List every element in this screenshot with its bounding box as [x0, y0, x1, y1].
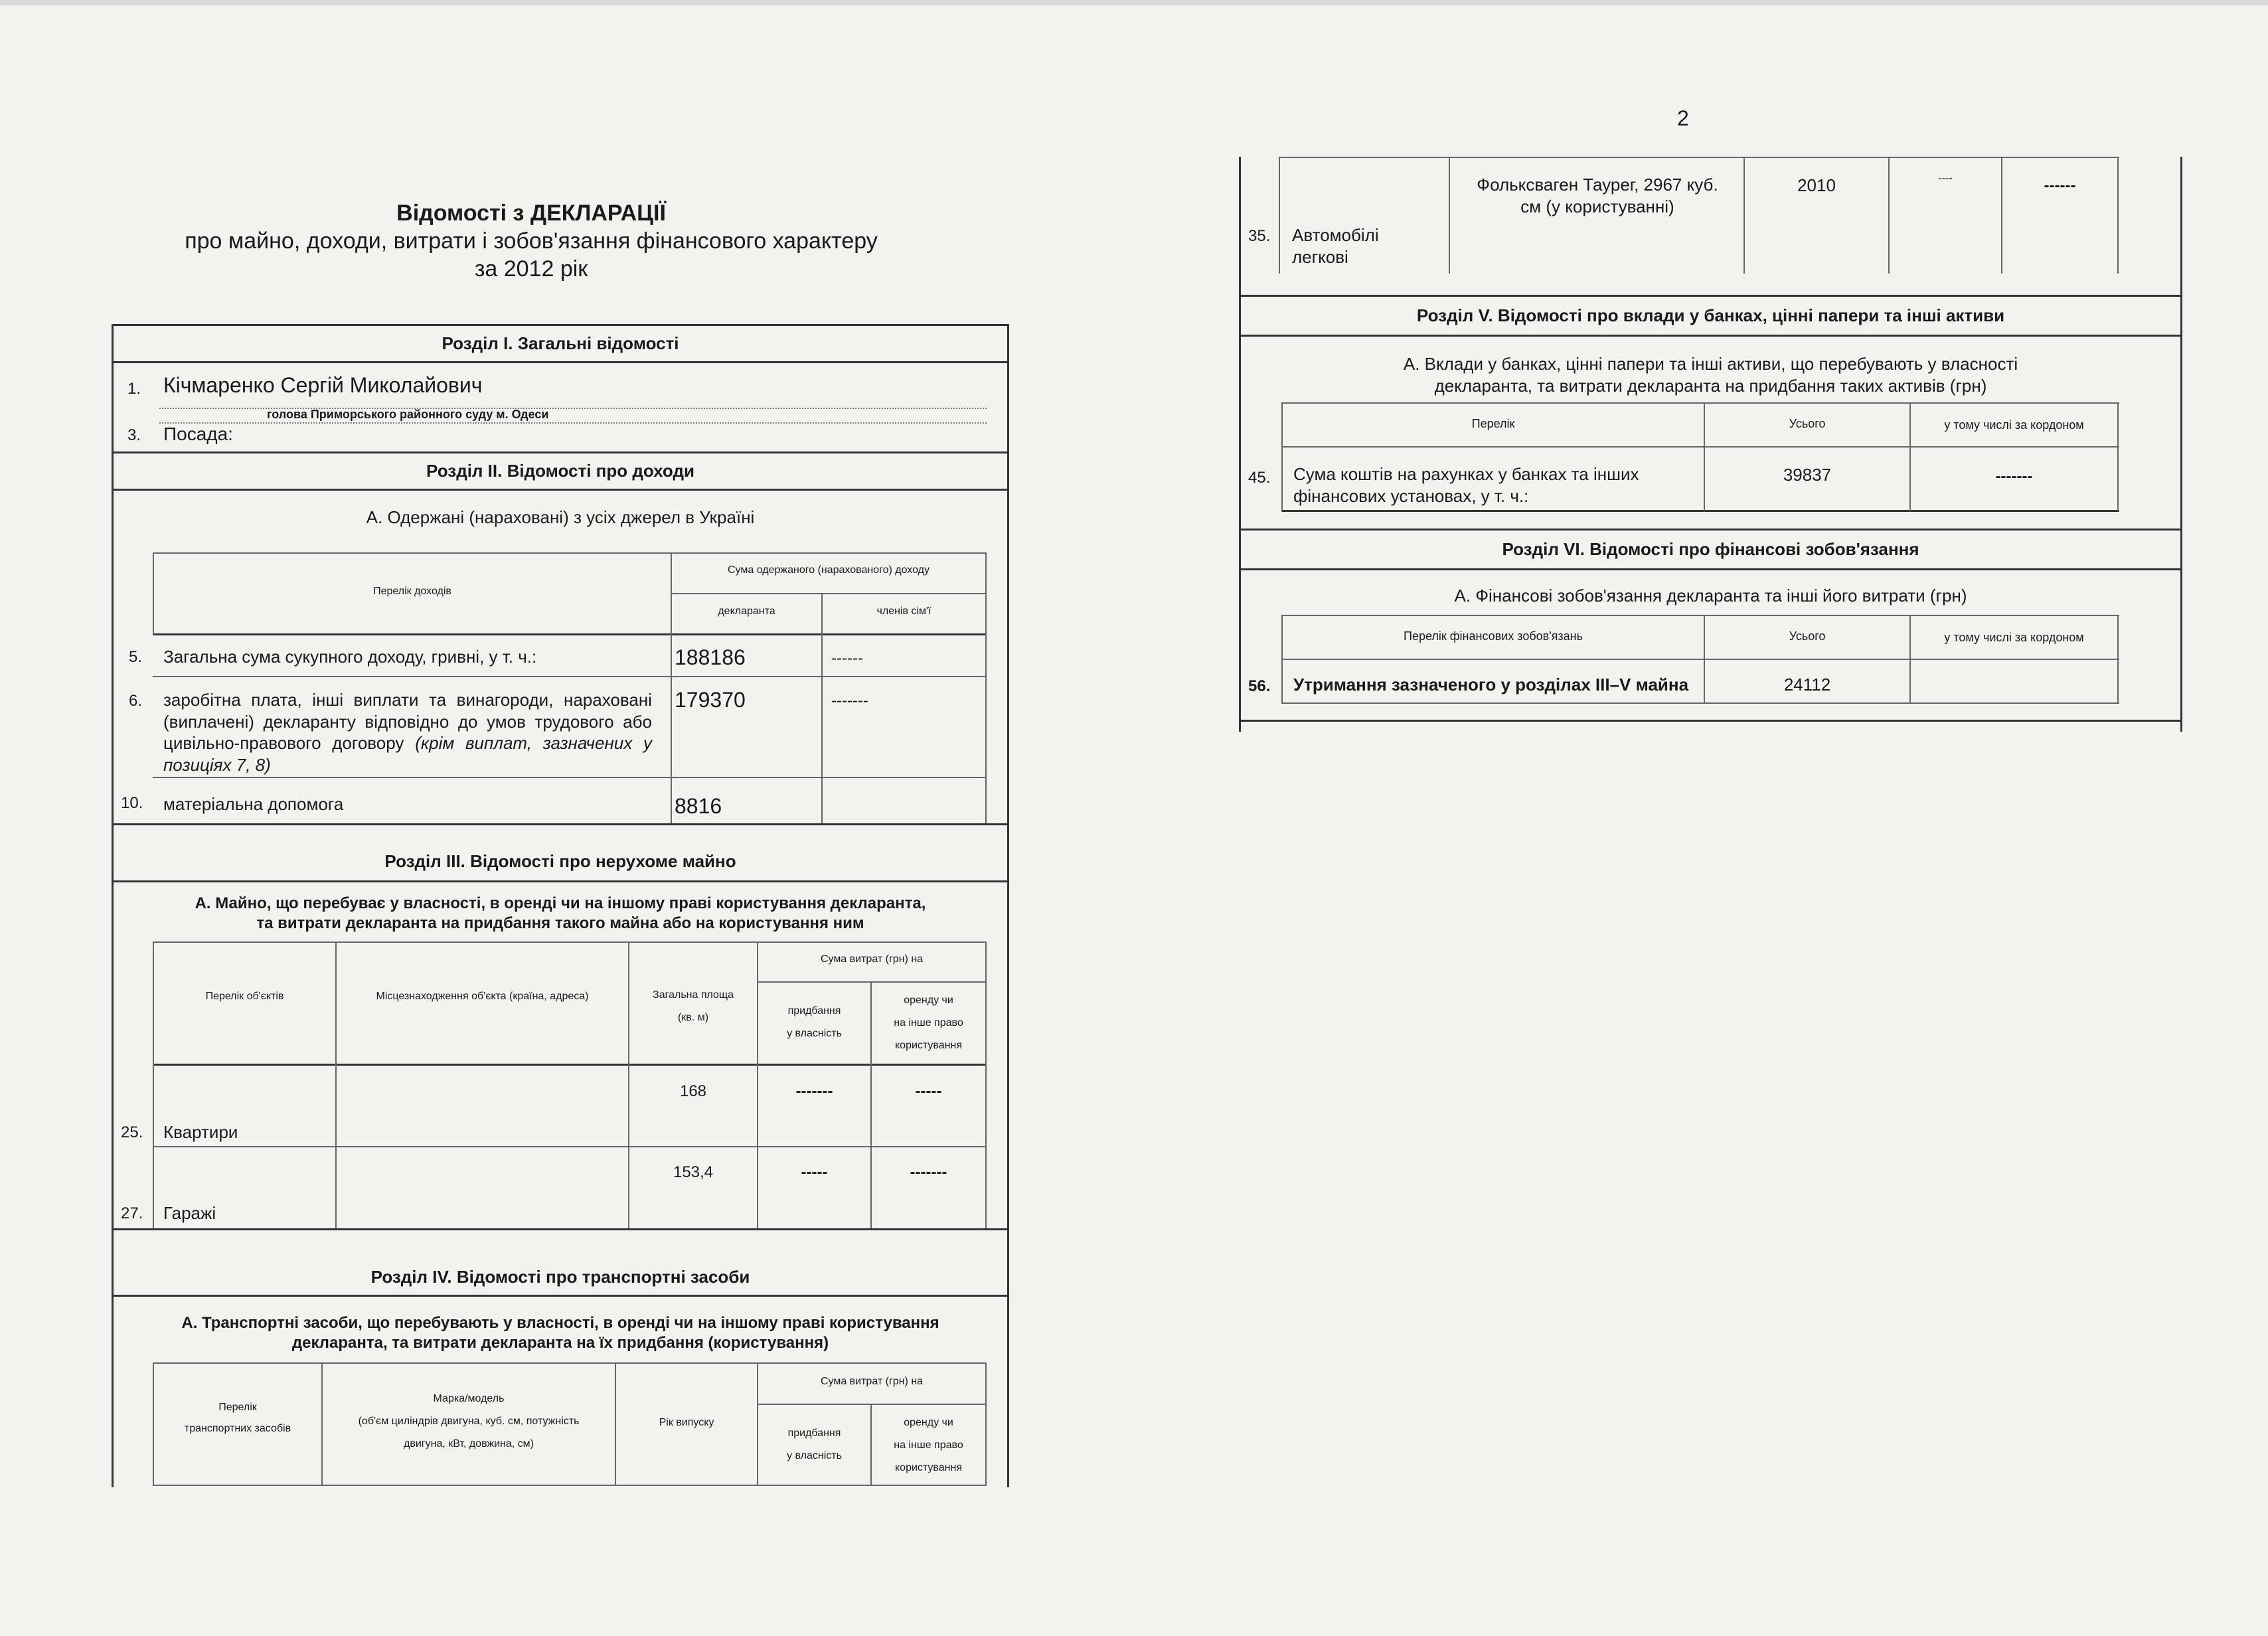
section5-subheading	[1239, 353, 2182, 396]
divider	[1909, 615, 1911, 704]
divider	[112, 880, 1009, 882]
divider	[985, 1362, 987, 1486]
divider	[2117, 402, 2119, 511]
divider	[112, 361, 1009, 363]
right-table-right-border	[2180, 157, 2182, 732]
section5-heading: Розділ V. Відомості про вклади у банках, цінні папери та інші активи	[1416, 305, 2005, 325]
col-rent-line1: оренду чи	[904, 1417, 953, 1428]
col-family: членів сім'ї	[876, 606, 932, 617]
divider	[112, 823, 1009, 825]
divider	[1239, 295, 2182, 297]
income-declarant-value: 179370	[675, 688, 746, 712]
income-family-value: ------	[831, 649, 863, 667]
right-table-left-border	[1239, 157, 1241, 732]
vehicle-purchase: ----	[1938, 173, 1953, 184]
vehicle-model-line2: см (у користуванні)	[1520, 196, 1674, 216]
income-row-label: Загальна сума сукупного доходу, гривні, у т. ч.:	[163, 647, 537, 667]
col-rent	[872, 989, 985, 1057]
vehicle-year: 2010	[1797, 175, 1836, 195]
income-row-note: (крім виплат, зазначених у позиціях 7, 8)	[163, 733, 652, 775]
divider	[1239, 335, 2182, 337]
col-liabilities-abroad: у тому числі за кордоном	[1944, 631, 2084, 644]
divider	[1281, 702, 2119, 704]
divider	[1279, 157, 2119, 158]
section1-heading: Розділ І. Загальні відомості	[442, 333, 679, 353]
col-vehicle-list	[154, 1397, 321, 1439]
divider	[112, 1228, 1009, 1230]
assets-label-line2: фінансових установах, у т. ч.:	[1293, 485, 1529, 506]
divider	[985, 552, 987, 825]
section2-subheading: А. Одержані (нараховані) з усіх джерел в Україні	[366, 507, 755, 527]
col-rent-line1: оренду чи	[904, 995, 953, 1006]
col-assets-total: Усього	[1789, 417, 1826, 430]
col-assets-abroad: у тому числі за кордоном	[1944, 418, 2084, 432]
divider	[1281, 615, 1283, 704]
income-declarant-value: 188186	[675, 645, 746, 669]
col-rent-line2: на інше право	[894, 1439, 963, 1451]
divider	[112, 451, 1009, 453]
section6-subheading: А. Фінансові зобов'язання декларанта та інші його витрати (грн)	[1454, 586, 1967, 606]
divider	[1281, 446, 2119, 448]
col-rent-line3: користування	[895, 1040, 962, 1051]
col-vehicle-model	[323, 1388, 615, 1455]
col-assets-list: Перелік	[1471, 417, 1515, 430]
divider	[2117, 615, 2119, 704]
col-model-line3: двигуна, кВт, довжина, см)	[404, 1438, 534, 1449]
section4-heading: Розділ IV. Відомості про транспортні засоби	[370, 1267, 750, 1287]
col-income-list: Перелік доходів	[373, 586, 451, 597]
divider	[153, 1064, 987, 1066]
divider	[153, 777, 987, 778]
row-number: 27.	[121, 1204, 143, 1222]
divider	[153, 1485, 987, 1486]
dotted-line	[159, 422, 987, 424]
col-model-line1: Марка/модель	[433, 1393, 505, 1404]
income-family-value: -------	[831, 692, 868, 710]
divider	[1239, 529, 2182, 531]
row-number: 5.	[129, 648, 143, 666]
col-liabilities-total: Усього	[1789, 629, 1826, 643]
section3-subheading-line1: А. Майно, що перебуває у власності, в оренді чи на іншому праві користування декларанта,	[195, 894, 926, 912]
col-liabilities-list: Перелік фінансових зобов'язань	[1404, 629, 1583, 643]
divider	[112, 1295, 1009, 1297]
vehicle-type	[1292, 224, 1379, 268]
col-rent-line2: на інше право	[894, 1017, 963, 1028]
position-label: Посада:	[163, 424, 233, 444]
property-label: Гаражі	[163, 1203, 216, 1223]
property-label: Квартири	[163, 1122, 238, 1142]
divider	[153, 941, 987, 943]
col-vehicle-purchase	[758, 1422, 870, 1467]
section3-subheading	[112, 894, 1009, 934]
vehicle-model-line1: Фольксваген Таурег, 2967 куб.	[1477, 175, 1718, 195]
property-purchase: -----	[801, 1163, 828, 1181]
divider	[1281, 510, 2119, 512]
divider	[1239, 568, 2182, 570]
divider	[821, 593, 823, 825]
divider	[153, 676, 987, 677]
col-vehicle-year: Рік випуску	[659, 1417, 714, 1428]
declarant-name: Кічмаренко Сергій Миколайович	[163, 373, 483, 397]
col-purchase-line1: придбання	[787, 1428, 841, 1439]
section5-subheading-line2: декларанта, та витрати декларанта на придбання таких активів (грн)	[1434, 375, 1987, 396]
col-rent-line3: користування	[895, 1462, 962, 1473]
divider	[985, 941, 987, 1228]
income-row-text: заробітна плата, інші виплати та винагороди, нараховані (виплачені) декларанту відповідно до умов трудового або цивільно-правового договору	[163, 690, 652, 753]
page-number: 2	[1677, 106, 1689, 130]
property-purchase: -------	[795, 1082, 833, 1100]
assets-abroad: -------	[1995, 467, 2033, 485]
position-value: голова Приморського районного суду м. Одеси	[267, 408, 549, 421]
section5-subheading-line1: А. Вклади у банках, цінні папери та інші активи, що перебувають у власності	[1403, 354, 2018, 374]
divider	[1281, 615, 2119, 616]
col-objects: Перелік об'єктів	[205, 991, 284, 1002]
title-line-1: Відомості з ДЕКЛАРАЦІЇ	[396, 201, 666, 226]
row-number: 45.	[1248, 469, 1271, 487]
vehicle-type-line1: Автомобілі	[1292, 225, 1379, 245]
divider	[757, 1404, 987, 1405]
row-number: 3.	[127, 426, 141, 444]
row-number: 25.	[121, 1123, 143, 1141]
col-purchase	[758, 1000, 870, 1045]
col-vehicle-list-line1: Перелік	[218, 1402, 257, 1413]
vehicle-model	[1451, 174, 1743, 217]
income-row-label	[163, 689, 652, 776]
liabilities-total: 24112	[1783, 675, 1831, 695]
col-location: Місцезнаходження об'єкта (країна, адреса)	[376, 991, 589, 1002]
property-rent: -------	[910, 1163, 947, 1181]
col-area-line2: (кв. м)	[677, 1012, 709, 1023]
col-area-line1: Загальна площа	[653, 989, 734, 1001]
divider	[1281, 659, 2119, 660]
document-title	[113, 199, 949, 283]
col-purchase-line2: у власність	[787, 1450, 842, 1461]
income-declarant-value: 8816	[675, 794, 722, 818]
col-model-line2: (об'єм циліндрів двигуна, куб. см, потужність	[358, 1416, 580, 1427]
divider	[153, 1362, 987, 1364]
section6-heading: Розділ VI. Відомості про фінансові зобов'язання	[1502, 539, 1919, 559]
section4-subheading	[112, 1313, 1009, 1353]
assets-total: 39837	[1783, 465, 1832, 485]
divider	[153, 633, 987, 635]
col-vehicle-expenses: Сума витрат (грн) на	[820, 1376, 924, 1387]
property-area: 153,4	[673, 1163, 714, 1181]
divider	[2117, 157, 2119, 274]
title-line-3: за 2012 рік	[474, 256, 588, 282]
left-table-top-border	[112, 324, 1009, 326]
divider	[2001, 157, 2002, 274]
divider	[153, 1146, 987, 1147]
row-number: 1.	[127, 380, 141, 398]
col-vehicle-rent	[872, 1412, 985, 1479]
divider	[153, 941, 154, 1228]
divider	[335, 941, 337, 1228]
section3-heading: Розділ ІІІ. Відомості про нерухоме майно	[384, 851, 736, 871]
divider	[112, 489, 1009, 491]
property-area: 168	[679, 1082, 707, 1100]
page-top-edge	[0, 0, 2268, 5]
col-expenses: Сума витрат (грн) на	[820, 953, 924, 965]
divider	[671, 593, 987, 594]
col-vehicle-list-line2: транспортних засобів	[184, 1423, 291, 1434]
col-purchase-line2: у власність	[787, 1028, 842, 1039]
divider	[153, 552, 987, 554]
divider	[1449, 157, 1450, 274]
assets-label	[1293, 463, 1639, 507]
property-rent: -----	[915, 1082, 942, 1100]
divider	[1743, 157, 1745, 274]
col-declarant: декларанта	[718, 606, 775, 617]
section2-heading: Розділ ІІ. Відомості про доходи	[426, 461, 694, 481]
income-row-label: матеріальна допомога	[163, 794, 344, 814]
title-line-2: про майно, доходи, витрати і зобов'язання фінансового характеру	[185, 228, 878, 254]
divider	[1281, 402, 2119, 404]
liabilities-label: Утримання зазначеного у розділах ІІІ–V майна	[1293, 675, 1689, 695]
row-number: 6.	[129, 692, 143, 710]
col-area	[629, 984, 757, 1029]
divider	[1279, 157, 1280, 274]
divider	[757, 981, 987, 983]
vehicle-type-line2: легкові	[1292, 246, 1348, 267]
section3-subheading-line2: та витрати декларанта на придбання такого майна або на користування ним	[256, 914, 864, 932]
section4-subheading-line2: декларанта, та витрати декларанта на їх придбання (користування)	[291, 1334, 829, 1352]
divider	[671, 552, 672, 825]
assets-label-line1: Сума коштів на рахунках у банках та інших	[1293, 464, 1639, 484]
col-purchase-line1: придбання	[787, 1005, 841, 1017]
vehicle-rent: ------	[2044, 177, 2076, 195]
row-number: 56.	[1248, 677, 1271, 695]
row-number: 10.	[121, 794, 143, 812]
row-number: 35.	[1248, 227, 1271, 245]
col-income-sum: Сума одержаного (нарахованого) доходу	[727, 564, 930, 576]
section4-subheading-line1: А. Транспортні засоби, що перебувають у власності, в оренді чи на іншому праві користування	[181, 1314, 939, 1332]
right-table-bottom-border	[1239, 720, 2182, 722]
